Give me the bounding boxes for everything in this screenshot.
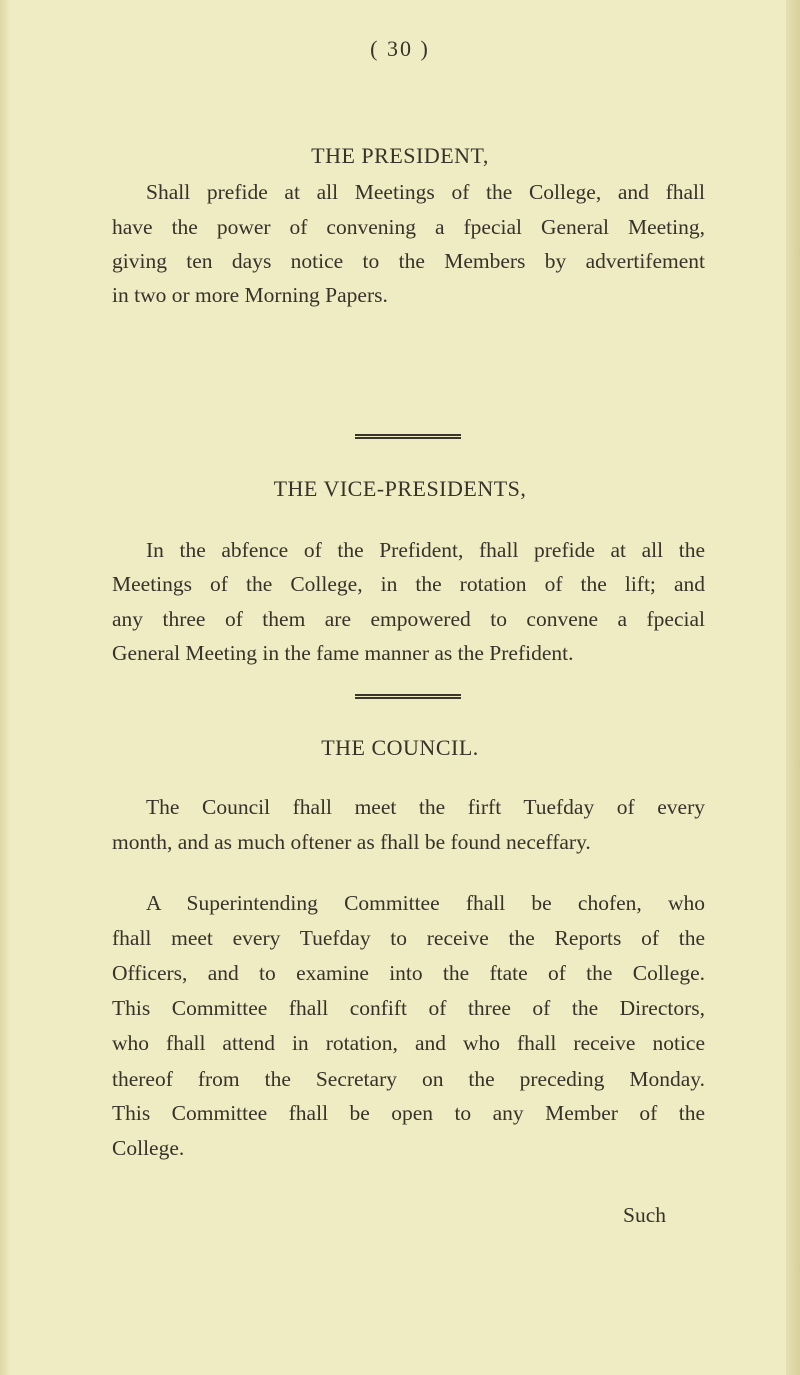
text-line: giving ten days notice to the Members by advertifement <box>112 249 705 273</box>
catchword: Such <box>623 1203 666 1227</box>
section-divider <box>355 434 461 439</box>
page-gutter <box>0 0 10 1375</box>
text-line: This Committee fhall confift of three of the Directors, <box>112 996 705 1020</box>
text-line: month, and as much oftener as fhall be found neceffary. <box>112 830 591 854</box>
heading-council: THE COUNCIL. <box>321 735 479 760</box>
text-line: fhall meet every Tuefday to receive the Reports of the <box>112 926 705 950</box>
text-line: who fhall attend in rotation, and who fhall receive notice <box>112 1031 705 1055</box>
text-line: any three of them are empowered to convene a fpecial <box>112 607 705 631</box>
text-line: The Council fhall meet the firft Tuefday of every <box>146 795 705 819</box>
text-line: Shall prefide at all Meetings of the College, and fhall <box>146 180 705 204</box>
text-line: In the abfence of the Prefident, fhall prefide at all the <box>146 538 705 562</box>
text-line: General Meeting in the fame manner as the Prefident. <box>112 641 574 665</box>
text-line: Meetings of the College, in the rotation of the lift; and <box>112 572 705 596</box>
text-line: thereof from the Secretary on the preceding Monday. <box>112 1067 705 1091</box>
text-line: College. <box>112 1136 185 1160</box>
section-divider <box>355 694 461 699</box>
heading-vice-presidents: THE VICE-PRESIDENTS, <box>273 476 527 501</box>
text-line: A Superintending Committee fhall be chofen, who <box>146 891 705 915</box>
text-line: This Committee fhall be open to any Member of the <box>112 1101 705 1125</box>
text-line: have the power of convening a fpecial General Meeting, <box>112 215 705 239</box>
page-number: ( 30 ) <box>370 36 430 61</box>
page-edge <box>786 0 800 1375</box>
text-line: Officers, and to examine into the ftate of the College. <box>112 961 705 985</box>
text-line: in two or more Morning Papers. <box>112 283 388 307</box>
heading-president: THE PRESIDENT, <box>311 143 489 168</box>
